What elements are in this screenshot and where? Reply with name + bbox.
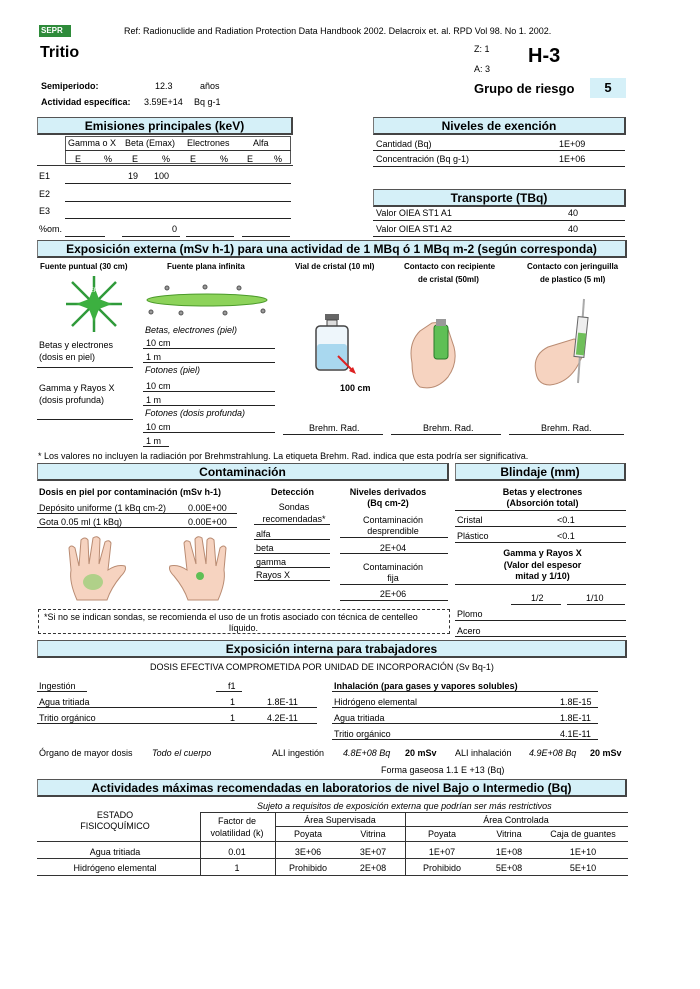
plane-photons-deep: Fotones (dosis profunda)	[145, 408, 246, 418]
inhalation-row-2-name: Agua tritiada	[334, 713, 385, 723]
specific-activity-label: Actividad específica:	[41, 97, 131, 107]
exemption-concentration-value: 1E+06	[559, 154, 586, 164]
om-rule-1	[65, 236, 105, 237]
labs-title: Actividades máximas recomendadas en laboratorios de nivel Bajo o Intermedio (Bq)	[37, 779, 627, 797]
probe-gamma: gamma	[256, 557, 287, 567]
photon-deep-1m-rule	[143, 446, 169, 447]
point-source-star-icon	[58, 272, 130, 336]
e3-rule	[65, 218, 291, 219]
risk-group-label: Grupo de riesgo	[474, 81, 575, 96]
labs-row-2-con-vitrina: 5E+08	[495, 863, 523, 873]
labs-volatility-1: Factor de	[217, 816, 257, 826]
labs-row-1-con-poyata: 1E+07	[428, 847, 456, 857]
labs-row-2-k: 1	[234, 863, 240, 873]
uniform-label: Depósito uniforme (1 kBq cm-2)	[39, 503, 167, 513]
probe-alfa: alfa	[256, 529, 271, 539]
labs-row-2-sup-vitrina: 2E+08	[359, 863, 387, 873]
hand-drop-icon	[160, 534, 232, 606]
col-tenth-rule	[567, 604, 625, 605]
sub-e-1: E	[75, 154, 82, 164]
probes-1: Sondas	[278, 502, 310, 512]
risk-group-value: 5	[590, 78, 626, 98]
f1-label: f1	[228, 681, 236, 691]
vial-icon	[312, 312, 362, 380]
col-plane-source: Fuente plana infinita	[167, 262, 245, 271]
labs-row-2-rule	[37, 875, 628, 876]
plane-photons-skin: Fotones (piel)	[145, 365, 201, 375]
labs-row-1-k: 0.01	[228, 847, 246, 857]
exemption-title: Niveles de exención	[373, 117, 626, 135]
row-beta-rule	[37, 367, 133, 368]
sub-pct-4: %	[274, 154, 283, 164]
probes-rule	[254, 524, 330, 525]
labs-con-vitrina: Vitrina	[496, 829, 522, 839]
labs-row-1-sup-poyata: 3E+06	[294, 847, 322, 857]
ali-ingestion-label: ALI ingestión	[272, 748, 325, 758]
photon-skin-1m: 1 m	[146, 395, 162, 405]
sub-e-3: E	[190, 154, 197, 164]
row-beta-2: (dosis en piel)	[39, 352, 96, 362]
plastic-value: <0.1	[557, 531, 575, 541]
fixed-value: 2E+06	[379, 589, 407, 599]
glass-rule	[455, 526, 626, 527]
beta-10cm: 10 cm	[146, 338, 171, 348]
row-beta-1: Betas y electrones	[39, 340, 114, 350]
sepr-logo-text: SEPR	[41, 26, 63, 35]
row-gamma-rule	[37, 419, 133, 420]
shield-gamma-title-3: mitad y 1/10)	[515, 571, 570, 581]
inhalation-label: Inhalación (para gases y vapores solubles)	[334, 681, 518, 691]
shield-beta-rule	[455, 510, 626, 511]
labs-row-2-con-caja: 5E+10	[569, 863, 597, 873]
transport-a2-value: 40	[568, 224, 579, 234]
half-life-label: Semiperiodo:	[41, 81, 99, 91]
fixed-2: fija	[387, 573, 399, 583]
photon-deep-1m: 1 m	[146, 436, 162, 446]
shielding-title: Blindaje (mm)	[455, 463, 626, 481]
shield-gamma-title-1: Gamma y Rayos X	[503, 548, 582, 558]
ali-ingestion-dose: 20 mSv	[405, 748, 437, 758]
atomic-number: Z: 1	[474, 44, 490, 54]
shield-gamma-title-2: (Valor del espesor	[503, 560, 582, 570]
probe-alfa-rule	[254, 539, 330, 540]
emissions-header-divider	[65, 150, 291, 151]
transport-a1-value: 40	[568, 208, 579, 218]
labs-row-2-state: Hidrógeno elemental	[73, 863, 157, 873]
inhalation-row-2-rule	[332, 723, 598, 724]
probe-x: Rayos X	[256, 570, 291, 580]
om-rule-2	[122, 236, 180, 237]
ali-inhalation-dose: 20 mSv	[590, 748, 622, 758]
ingestion-row-2-rule	[37, 723, 317, 724]
labs-row-2-con-poyata: Prohibido	[422, 863, 462, 873]
col-alfa: Alfa	[253, 138, 269, 148]
labs-row-1-rule	[37, 858, 628, 859]
sub-e-4: E	[247, 154, 254, 164]
svg-text:SEPR: SEPR	[85, 288, 103, 294]
labs-con-poyata: Poyata	[427, 829, 457, 839]
photon-deep-10cm: 10 cm	[146, 422, 171, 432]
exemption-concentration-label: Concentración (Bq g-1)	[376, 154, 470, 164]
glass-label: Cristal	[457, 515, 483, 525]
om-rule-3	[186, 236, 234, 237]
shield-beta-title-2: (Absorción total)	[506, 498, 579, 508]
shield-beta-title-1: Betas y electrones	[502, 487, 583, 497]
container-brehm: Brehm. Rad.	[423, 423, 474, 433]
derived-title-1: Niveles derivados	[349, 487, 427, 497]
labs-area-rule	[276, 826, 628, 827]
plastic-rule	[455, 542, 626, 543]
removable-rule	[340, 553, 448, 554]
inhalation-row-1-name: Hidrógeno elemental	[334, 697, 418, 707]
fixed-1: Contaminación	[362, 562, 424, 572]
labs-note-rule	[200, 812, 628, 813]
plane-source-icon	[145, 282, 270, 318]
e1-rule	[65, 183, 291, 184]
ingestion-row-1-rule	[37, 707, 317, 708]
emissions-top-rule	[37, 165, 293, 166]
reference: Ref: Radionuclide and Radiation Protection Data Handbook 2002. Delacroix et. al. RPD Vol 98. No 1. 2002.	[124, 26, 552, 36]
steel-label: Acero	[457, 626, 481, 636]
ingestion-row-2-f1: 1	[230, 713, 236, 723]
lead-label: Plomo	[457, 609, 483, 619]
probe-beta-rule	[254, 553, 330, 554]
sub-pct-1: %	[104, 154, 113, 164]
labs-header-rule	[37, 841, 628, 842]
probe-gamma-rule	[254, 567, 330, 568]
photon-skin-1m-rule	[143, 405, 275, 406]
syringe-brehm-rule	[509, 434, 624, 435]
row-e2: E2	[39, 189, 51, 199]
row-e1: E1	[39, 171, 51, 181]
removable-rule-top	[340, 537, 448, 538]
row-om: %om.	[39, 224, 63, 234]
f1-rule	[216, 691, 242, 692]
labs-row-1-state: Agua tritiada	[89, 847, 141, 857]
col-half-rule	[511, 604, 561, 605]
fixed-rule-top	[340, 584, 448, 585]
mass-number: A: 3	[474, 64, 491, 74]
hand-uniform-icon	[63, 534, 135, 606]
gas-form: Forma gaseosa 1.1 E +13 (Bq)	[381, 765, 505, 775]
specific-activity-unit: Bq g-1	[194, 97, 221, 107]
detection-title: Detección	[271, 487, 315, 497]
labs-state-2: FISICOQUÍMICO	[80, 821, 150, 831]
labs-sup-poyata: Poyata	[293, 829, 323, 839]
inhalation-label-rule	[332, 691, 598, 692]
photon-skin-10cm-rule	[143, 391, 275, 392]
exemption-rule-1	[373, 150, 625, 151]
drop-label: Gota 0.05 ml (1 kBq)	[39, 517, 123, 527]
exemption-rule-2	[373, 166, 625, 167]
vial-brehm: Brehm. Rad.	[309, 423, 360, 433]
external-footnote: * Los valores no incluyen la radiación por Brehmstrahlung. La etiqueta Brehm. Rad. indica que esta podría ser significativa.	[38, 451, 529, 461]
ali-inhalation-value: 4.9E+08 Bq	[529, 748, 577, 758]
col-point-source: Fuente puntual (30 cm)	[40, 262, 128, 271]
removable-1: Contaminación	[362, 515, 424, 525]
labs-state-1: ESTADO	[96, 810, 134, 820]
labs-sup-vitrina: Vitrina	[360, 829, 386, 839]
half-life-value: 12.3	[155, 81, 173, 91]
sub-pct-2: %	[162, 154, 171, 164]
row-gamma-1: Gamma y Rayos X	[39, 383, 115, 393]
uniform-rule	[37, 513, 237, 514]
col-syringe-1: Contacto con jeringuilla	[527, 262, 619, 271]
labs-supervised: Área Supervisada	[304, 815, 376, 825]
labs-row-2-sup-poyata: Prohibido	[288, 863, 328, 873]
uniform-value: 0.00E+00	[188, 503, 227, 513]
labs-subject-note: Sujeto a requisitos de exposición externa que podrían ser más restrictivos	[257, 801, 552, 811]
internal-subtitle: DOSIS EFECTIVA COMPROMETIDA POR UNIDAD DE INCORPORACIÓN (Sv Bq-1)	[150, 662, 494, 672]
vial-brehm-rule	[283, 434, 383, 435]
col-tenth: 1/10	[586, 593, 604, 603]
element-name: Tritio	[40, 44, 80, 61]
half-life-unit: años	[200, 81, 220, 91]
exemption-quantity-label: Cantidad (Bq)	[376, 139, 432, 149]
beta-10cm-rule	[143, 348, 275, 349]
container-brehm-rule	[391, 434, 501, 435]
inhalation-row-1-rule	[332, 707, 598, 708]
internal-title: Exposición interna para trabajadores	[37, 640, 627, 658]
syringe-brehm: Brehm. Rad.	[541, 423, 592, 433]
beta-1m: 1 m	[146, 352, 162, 362]
drop-rule	[37, 527, 237, 528]
organ-label: Órgano de mayor dosis	[39, 748, 133, 758]
syringe-hand-icon	[528, 293, 618, 393]
om-rule-4	[242, 236, 290, 237]
col-beta: Beta (Emax)	[125, 138, 176, 148]
vial-distance: 100 cm	[340, 383, 371, 393]
derived-title-2: (Bq cm-2)	[367, 498, 409, 508]
removable-value: 2E+04	[379, 543, 407, 553]
labs-row-1-con-caja: 1E+10	[569, 847, 597, 857]
probe-note-2: líquido.	[229, 623, 259, 633]
inhalation-row-3-value: 4.1E-11	[560, 729, 591, 739]
ingestion-row-1-name: Agua tritiada	[39, 697, 90, 707]
probe-x-rule	[254, 580, 330, 581]
col-gamma: Gamma o X	[68, 138, 117, 148]
probe-beta: beta	[256, 543, 274, 553]
nuclide-symbol: H-3	[528, 45, 561, 67]
organ-value: Todo el cuerpo	[152, 748, 212, 758]
inhalation-row-3-rule	[332, 739, 598, 740]
col-half: 1/2	[531, 593, 544, 603]
row-gamma-2: (dosis profunda)	[39, 395, 105, 405]
skin-dose-title: Dosis en piel por contaminación (mSv h-1)	[39, 487, 222, 497]
external-title: Exposición externa (mSv h-1) para una actividad de 1 MBq ó 1 MBq m-2 (según corresponda)	[37, 240, 627, 258]
ingestion-label-rule	[37, 691, 87, 692]
col-vial: Vial de cristal (10 ml)	[295, 262, 375, 271]
photon-deep-10cm-rule	[143, 432, 275, 433]
col-syringe-2: de plastico (5 ml)	[540, 275, 606, 284]
e1-beta-e: 19	[128, 171, 139, 181]
labs-row-1-sup-vitrina: 3E+07	[359, 847, 387, 857]
ali-inhalation-label: ALI inhalación	[455, 748, 512, 758]
exemption-quantity-value: 1E+09	[559, 139, 586, 149]
glass-value: <0.1	[557, 515, 575, 525]
inhalation-row-2-value: 1.8E-11	[560, 713, 591, 723]
labs-con-caja: Caja de guantes	[550, 829, 616, 839]
probe-note-1: *Si no se indican sondas, se recomienda el uso de un frotis asociado con técnica de centelleo	[44, 612, 418, 622]
ingestion-label: Ingestión	[39, 681, 76, 691]
col-electrons: Electrones	[187, 138, 230, 148]
probes-2: recomendadas*	[262, 514, 326, 524]
e1-beta-pct: 100	[154, 171, 170, 181]
photon-skin-10cm: 10 cm	[146, 381, 171, 391]
ingestion-row-2-name: Tritio orgánico	[39, 713, 96, 723]
beta-1m-rule	[143, 362, 275, 363]
ali-ingestion-value: 4.8E+08 Bq	[343, 748, 391, 758]
specific-activity-value: 3.59E+14	[144, 97, 183, 107]
ingestion-row-1-f1: 1	[230, 697, 236, 707]
ingestion-row-1-value: 1.8E-11	[267, 697, 298, 707]
labs-row-1-con-vitrina: 1E+08	[495, 847, 523, 857]
sub-e-2: E	[132, 154, 139, 164]
drop-value: 0.00E+00	[188, 517, 227, 527]
labs-controlled: Área Controlada	[483, 815, 549, 825]
contamination-title: Contaminación	[37, 463, 449, 481]
col-container-2: de cristal (50ml)	[418, 275, 479, 284]
col-container-1: Contacto con recipiente	[404, 262, 496, 271]
plastic-label: Plástico	[457, 531, 489, 541]
transport-a2-label: Valor OIEA ST1 A2	[376, 224, 452, 234]
sub-pct-3: %	[220, 154, 229, 164]
shield-gamma-rule	[455, 584, 626, 585]
steel-rule	[455, 636, 626, 637]
container-hand-icon	[402, 303, 470, 393]
om-value: 0	[172, 224, 178, 234]
ingestion-row-2-value: 4.2E-11	[267, 713, 298, 723]
e2-rule	[65, 201, 291, 202]
inhalation-row-3-name: Tritio orgánico	[334, 729, 391, 739]
transport-rule-1	[373, 220, 625, 221]
row-e3: E3	[39, 206, 51, 216]
plane-beta-label: Betas, electrones (piel)	[145, 325, 238, 335]
emissions-title: Emisiones principales (keV)	[37, 117, 293, 135]
transport-a1-label: Valor OIEA ST1 A1	[376, 208, 452, 218]
transport-rule-2	[373, 236, 625, 237]
removable-2: desprendible	[367, 526, 419, 536]
lead-rule	[455, 620, 626, 621]
inhalation-row-1-value: 1.8E-15	[560, 697, 592, 707]
transport-title: Transporte (TBq)	[373, 189, 626, 207]
labs-volatility-2: volatilidad (k)	[210, 828, 264, 838]
fixed-rule	[340, 600, 448, 601]
